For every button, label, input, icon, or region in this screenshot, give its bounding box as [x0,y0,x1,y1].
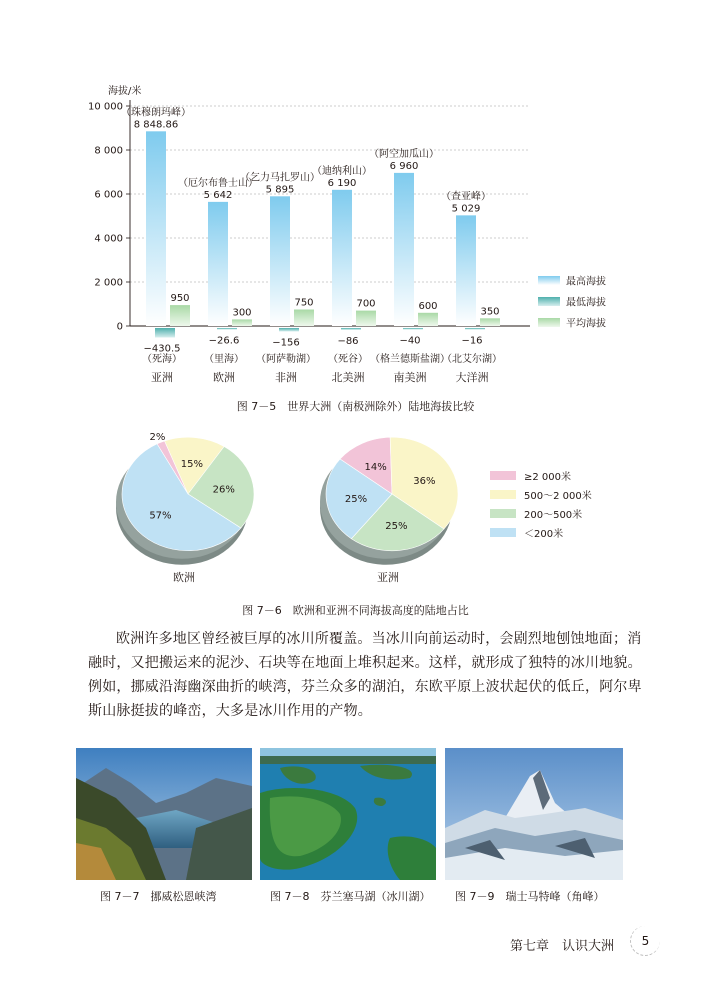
bar-highest [332,190,352,326]
legend-swatch [538,276,560,285]
pie-europe [116,432,254,584]
bar-lowest-place: （阿萨勒湖） [256,354,316,365]
pie-legend-label: 500～2 000米 [524,491,592,502]
bar-lowest-value: −26.6 [208,335,240,347]
y-unit-label: 海拔/米 [108,86,142,97]
bar-highest-value: 5 029 [451,203,481,215]
x-category-label: 大洋洲 [455,371,489,384]
footer-chapter-title: 第七章 认识大洲 [510,939,615,954]
bar-lowest-value: −16 [461,335,483,347]
bar-highest [146,131,166,326]
bar-average [170,305,190,326]
page-number: 5 [630,926,660,956]
bar-lowest [465,328,485,330]
pie-slice-label: 14% [364,462,387,474]
pie-legend-label: ＜200米 [524,529,564,540]
pie-legend-swatch [490,490,516,499]
photo-caption-7-9: 图 7－9 瑞士马特峰（角峰） [455,890,605,903]
legend-label: 最低海拔 [566,297,606,309]
bar-average [356,311,376,326]
bar-highest [394,173,414,326]
pie-slice-label: 25% [344,493,368,505]
bar-highest-place: （迪纳利山） [312,165,372,177]
y-tick-label: 10 000 [88,101,123,113]
bar-lowest-place: （北艾尔湖） [442,354,502,365]
bar-highest-place: （乞力马扎罗山） [240,172,320,184]
bar-highest-place: （珠穆朗玛峰） [121,107,191,119]
bar-lowest-value: −40 [399,335,421,347]
bar-lowest [217,328,237,330]
bar-highest-place: （阿空加瓜山） [369,148,439,160]
bar-lowest [403,328,423,330]
bar-highest-value: 5 642 [203,189,233,201]
x-category-label: 南美洲 [393,371,427,384]
bar-average-value: 600 [418,300,438,312]
pie-title: 亚洲 [377,571,399,584]
pie-slice-label: 57% [149,510,172,522]
bar-average-value: 300 [232,307,252,319]
figure-7-5-caption: 图 7－5 世界大洲（南极洲除外）陆地海拔比较 [236,400,475,413]
elevation-bar-chart [60,78,640,388]
pie-asia [320,437,458,584]
bar-lowest-place: （里海） [204,354,244,365]
bar-highest-place: （厄尔布鲁士山） [178,177,258,189]
x-category-label: 非洲 [275,371,297,384]
pie-legend-label: ≥2 000米 [524,472,572,483]
y-tick-label: 0 [116,321,123,333]
bar-lowest-place: （格兰德斯盐湖） [370,354,450,365]
figure-7-6-caption: 图 7－6 欧洲和亚洲不同海拔高度的陆地占比 [242,604,469,617]
altitude-pie-charts [0,418,711,598]
pie-slice-label: 15% [180,458,204,470]
photo-matterhorn [445,748,623,880]
bar-highest [208,202,228,326]
photo-caption-7-8: 图 7－8 芬兰塞马湖（冰川湖） [270,890,431,903]
bar-lowest [341,328,361,330]
bar-average [294,310,314,327]
bar-lowest-value: −156 [272,337,300,349]
x-category-label: 欧洲 [213,371,235,384]
bar-highest-value: 6 960 [389,160,419,172]
x-category-label: 北美洲 [331,371,365,384]
bar-average [232,319,252,326]
bar-average-value: 350 [480,306,500,318]
pie-title: 欧洲 [173,571,195,584]
photo-finland-lake [260,748,436,880]
legend-swatch [538,297,560,306]
bar-highest [270,196,290,326]
legend-label: 平均海拔 [566,318,606,330]
pie-slice-label: 25% [385,520,408,532]
photo-caption-7-7: 图 7－7 挪威松恩峡湾 [100,890,217,903]
pie-legend-swatch [490,509,516,518]
legend-swatch [538,318,560,327]
pie-legend-swatch [490,471,516,480]
bar-highest-value: 5 895 [265,184,295,196]
y-tick-label: 6 000 [94,189,123,201]
bar-average [480,318,500,326]
pie-legend-item-4 [490,525,563,540]
bar-highest-value: 6 190 [327,177,357,189]
pie-legend-swatch [490,528,516,537]
photo-norway-fjord [76,748,252,880]
bar-lowest [279,328,299,331]
bar-lowest-value: −430.5 [143,343,181,355]
bar-lowest [155,328,175,337]
bar-average [418,313,438,326]
pie-slice-label: 26% [212,484,235,496]
pie-legend-label: 200～500米 [524,510,583,521]
pie-legend-item-1 [490,468,571,483]
pie-slice-label: 2% [149,432,166,444]
pie-slice-label: 36% [413,475,436,487]
bar-highest [456,215,476,326]
bar-average-value: 750 [294,297,314,309]
y-tick-label: 2 000 [94,277,123,289]
bar-average-value: 700 [356,298,376,310]
bar-lowest-value: −86 [337,335,359,347]
bar-lowest-place: （死海） [142,354,182,365]
pie-legend-item-3 [490,506,582,521]
bar-highest-value: 8 848.86 [133,119,179,131]
pie-legend-item-2 [490,487,592,502]
bar-highest-place: （查亚峰） [441,191,491,203]
legend-label: 最高海拔 [566,276,606,288]
y-tick-label: 4 000 [94,233,123,245]
body-paragraph: 欧洲许多地区曾经被巨厚的冰川所覆盖。当冰川向前运动时，会剧烈地刨蚀地面；消融时，又把搬运来的泥沙、石块等在地面上堆积起来。这样，就形成了独特的冰川地貌。例如，挪威沿海幽深曲折的峡湾，芬兰众多的湖泊，东欧平原上波状起伏的低丘，阿尔卑斯山脉挺拔的峰峦，大多是冰川作用的产物。 [88,631,642,719]
bar-lowest-place: （死谷） [328,354,368,365]
bar-average-value: 950 [170,293,190,305]
y-tick-label: 8 000 [94,145,123,157]
x-category-label: 亚洲 [151,371,173,384]
